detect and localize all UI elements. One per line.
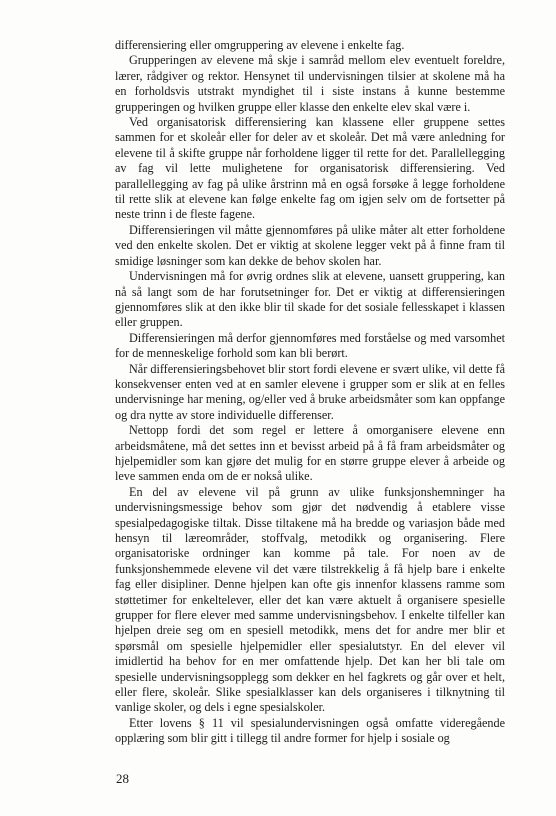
body-text — [115, 38, 505, 747]
paragraph: Ved organisatorisk differensiering kan klassene eller gruppene settes sammen for et skoleår eller for deler av et skoleår. Det må være anledning for elevene til å skifte gruppe når forholdene ligger til rette for det. Parallellegging av fag vil lette mulighetene for organisatorisk differensiering. Ved parallellegging av fag på ulike årstrinn må en også forsøke å legge forholdene til rette slik at elevene kan følge enkelte fag om igjen selv om de fortsetter på neste trinn i de fleste fagene. — [115, 115, 505, 222]
paragraph: differensiering eller omgruppering av elevene i enkelte fag. — [115, 38, 405, 52]
paragraph: Undervisningen må for øvrig ordnes slik at elevene, uansett gruppering, kan nå så langt som de har forutsetninger for. Det er viktig at differensieringen gjennomføres slik at den ikke blir til skade for det sosiale fellesskapet i klassen eller gruppen. — [115, 269, 505, 330]
paragraph: Når differensieringsbehovet blir stort fordi elevene er svært ulike, vil dette få konsekvenser enten ved at en samler elevene i grupper som er slik at en felles undervisninge har mening, og/eller ved å bruke arbeidsmåter som kan oppfange og dra nytte av store individuelle differenser. — [115, 361, 505, 422]
paragraph: Grupperingen av elevene må skje i samråd mellom elev eventuelt foreldre, lærer, rådgiver og rektor. Hensynet til undervisningen tilsier at skolene må ha en forholdsvis utstrakt myndighet til i siste instans å kunne bestemme grupperingen og hvilken gruppe eller klasse den enkelte elev skal være i. — [115, 53, 505, 114]
paragraph: Differensieringen må derfor gjennomføres med forståelse og med varsomhet for de menneskelige forhold som kan bli berørt. — [115, 330, 505, 361]
paragraph: Nettopp fordi det som regel er lettere å omorganisere elevene enn arbeidsmåtene, må det settes inn et bevisst arbeid på å få fram arbeidsmåter og hjelpemidler som kan gjøre det mulig for en større gruppe elever å arbeide og leve sammen enda om de er nokså ulike. — [115, 423, 505, 484]
paragraph: Etter lovens § 11 vil spesialundervisningen også omfatte videregående opplæring som blir gitt i tillegg til andre former for hjelp i sosiale og — [115, 715, 505, 746]
page-number: 28 — [116, 771, 129, 786]
paragraph: En del av elevene vil på grunn av ulike funksjonshemninger ha undervisningsmessige behov som gjør det nødvendig å etablere visse spesialpedagogiske tiltak. Disse tiltakene må ha bredde og variasjon både med hensyn til læreområder, stoffvalg, metodikk og organisering. Flere organisatoriske ordninger kan komme på tale. For noen av de funksjonshemmede elevene vil det være tilstrekkelig å få hjelp bare i enkelte fag eller disipliner. Denne hjelpen kan ofte gis innenfor klassens ramme som støttetimer for enkeltelever, eller det kan være aktuelt å organisere spesielle grupper for flere elever med samme undervisningsbehov. I enkelte tilfeller kan hjelpen dreie seg om en spesiell metodikk, mens det for andre mer blir et spørsmål om spesielle hjelpemidler eller spesialutstyr. En del elever vil imidlertid ha behov for en mer omfattende hjelp. Det kan her bli tale om spesielle undervisningsopplegg som dekker en hel fagkrets og går over et helt, eller flere, skoleår. Slike spesialklasser kan dels organiseres i tilknytning til vanlige skoler, og dels i egne spesialskoler. — [115, 484, 505, 715]
paragraph: Differensieringen vil måtte gjennomføres på ulike måter alt etter forholdene ved den enkelte skolen. Det er viktig at skolene legger vekt på å finne fram til smidige løsninger som kan dekke de behov skolen har. — [115, 222, 505, 268]
